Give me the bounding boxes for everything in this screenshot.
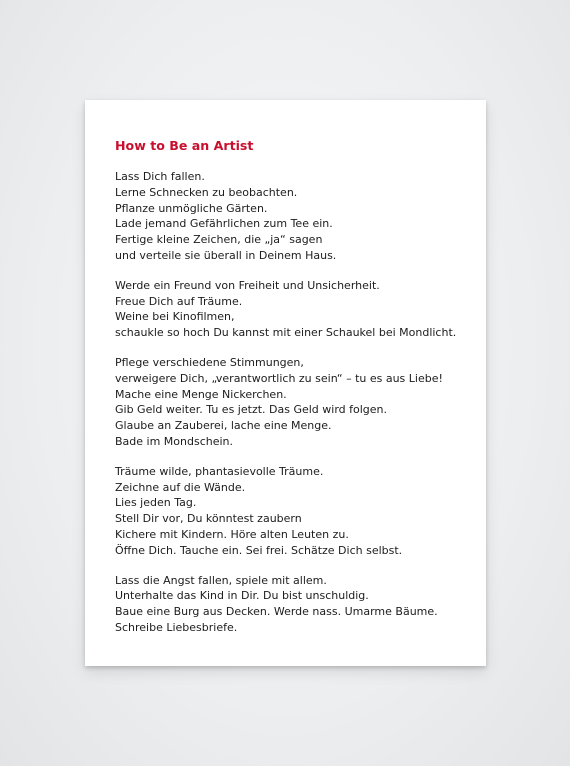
poem-line: Glaube an Zauberei, lache eine Menge. xyxy=(115,419,332,433)
poem-line: Kichere mit Kindern. Höre alten Leuten zu. xyxy=(115,527,349,541)
poem-line: Zeichne auf die Wände. xyxy=(115,480,246,494)
poem-line: Fertige kleine Zeichen, die „ja“ sagen xyxy=(115,233,323,247)
poem-line: Weine bei Kinofilmen, xyxy=(115,310,235,324)
poem-line: Öffne Dich. Tauche ein. Sei frei. Schätze Dich selbst. xyxy=(115,543,403,557)
poem-line: Pflanze unmögliche Gärten. xyxy=(115,201,268,215)
poem-line: Baue eine Burg aus Decken. Werde nass. Umarme Bäume. xyxy=(115,605,438,619)
poem-title: How to Be an Artist xyxy=(115,138,254,153)
poem-line: Lass die Angst fallen, spiele mit allem. xyxy=(115,573,327,587)
poem-line: Gib Geld weiter. Tu es jetzt. Das Geld wird folgen. xyxy=(115,403,388,417)
poem-line: und verteile sie überall in Deinem Haus. xyxy=(115,248,337,262)
stanza-1 xyxy=(115,169,476,264)
poem-line: Bade im Mondschein. xyxy=(115,434,234,448)
poem-line: Schreibe Liebesbriefe. xyxy=(115,620,238,634)
poem-line: Werde ein Freund von Freiheit und Unsicherheit. xyxy=(115,278,380,292)
stanza-4 xyxy=(115,464,476,559)
stanza-3 xyxy=(115,355,476,450)
poem-line: Mache eine Menge Nickerchen. xyxy=(115,387,287,401)
poem-line: schaukle so hoch Du kannst mit einer Schaukel bei Mondlicht. xyxy=(115,326,457,340)
poem-content xyxy=(115,137,476,650)
poem-line: verweigere Dich, „verantwortlich zu sein“ – tu es aus Liebe! xyxy=(115,371,443,385)
poem-line: Stell Dir vor, Du könntest zaubern xyxy=(115,512,302,526)
poem-line: Unterhalte das Kind in Dir. Du bist unschuldig. xyxy=(115,589,369,603)
poem-line: Freue Dich auf Träume. xyxy=(115,294,243,308)
poem-line: Lade jemand Gefährlichen zum Tee ein. xyxy=(115,217,333,231)
poem-line: Lerne Schnecken zu beobachten. xyxy=(115,185,298,199)
poem-line: Träume wilde, phantasievolle Träume. xyxy=(115,464,324,478)
poem-line: Lass Dich fallen. xyxy=(115,170,205,183)
poem-line: Pflege verschiedene Stimmungen, xyxy=(115,355,304,369)
stanza-2 xyxy=(115,278,476,341)
stanza-5 xyxy=(115,573,476,636)
poem-card xyxy=(85,100,486,666)
poem-line: Lies jeden Tag. xyxy=(115,496,197,510)
